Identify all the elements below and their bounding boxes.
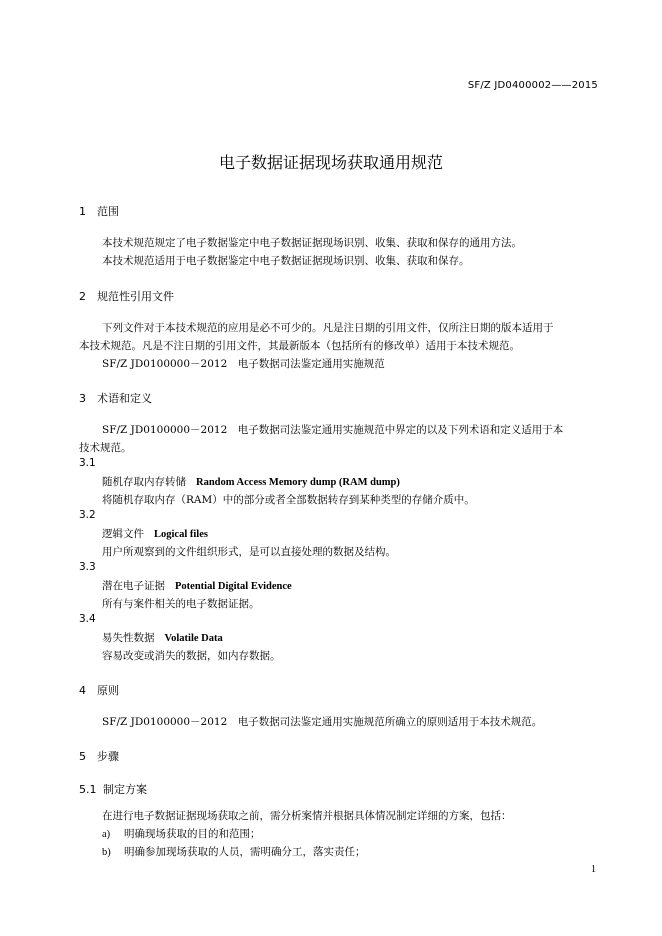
section-4-heading	[79, 682, 119, 698]
section-number: 2	[79, 290, 86, 303]
list-item-text: 明确参加现场获取的人员，需明确分工，落实责任；	[124, 846, 366, 858]
term-definition: 将随机存取内存（RAM）中的部分或者全部数据转存到某种类型的存储介质中。	[102, 494, 475, 506]
subsection-title: 制定方案	[103, 783, 147, 796]
section-2-heading	[79, 288, 174, 304]
section-5-heading	[79, 748, 119, 764]
term-heading	[102, 474, 400, 489]
page-number: 1	[591, 864, 596, 875]
term-chinese: 潜在电子证据	[102, 580, 165, 592]
term-english: Volatile Data	[164, 633, 223, 644]
document-id: SF/Z JD0400002——2015	[467, 80, 598, 91]
normative-reference: SF/Z JD0100000－2012 电子数据司法鉴定通用实施规范	[102, 358, 385, 370]
term-definition: 所有与案件相关的电子数据证据。	[102, 598, 260, 610]
section-1-paragraph-1: 本技术规范规定了电子数据鉴定中电子数据证据现场识别、收集、获取和保存的通用方法。	[102, 237, 522, 249]
term-heading	[102, 578, 292, 593]
term-number: 3.4	[79, 613, 96, 625]
term-definition: 容易改变或消失的数据，如内存数据。	[102, 650, 281, 662]
term-chinese: 易失性数据	[102, 632, 155, 644]
subsection-number: 5.1	[79, 783, 97, 796]
term-english: Potential Digital Evidence	[175, 581, 292, 592]
section-3-paragraph-line-2: 技术规范。	[79, 442, 132, 454]
section-title: 步骤	[97, 750, 119, 763]
section-1-heading	[79, 203, 119, 219]
section-number: 4	[79, 684, 86, 697]
section-title: 范围	[97, 205, 119, 218]
term-heading	[102, 526, 208, 541]
list-marker: b)	[102, 847, 111, 858]
term-chinese: 逻辑文件	[102, 528, 144, 540]
subsection-5-1-heading	[79, 781, 147, 797]
term-english: Logical files	[154, 529, 208, 540]
section-number: 3	[79, 392, 86, 405]
document-title: 电子数据证据现场获取通用规范	[218, 153, 443, 172]
section-4-paragraph: SF/Z JD0100000－2012 电子数据司法鉴定通用实施规范所确立的原则适用于本技术规范。	[102, 716, 543, 728]
section-title: 原则	[97, 684, 119, 697]
term-heading	[102, 630, 223, 645]
term-english: Random Access Memory dump (RAM dump)	[196, 477, 400, 488]
list-marker: a)	[102, 829, 111, 840]
section-title: 术语和定义	[97, 392, 152, 405]
list-item	[102, 844, 366, 859]
section-number: 5	[79, 750, 86, 763]
term-number: 3.3	[79, 561, 96, 573]
term-number: 3.1	[79, 457, 96, 469]
section-3-heading	[79, 390, 152, 406]
section-2-paragraph-line-1: 下列文件对于本技术规范的应用是必不可少的。凡是注日期的引用文件，仅所注日期的版本适用于	[102, 322, 554, 334]
section-2-paragraph-line-2: 本技术规范。凡是不注日期的引用文件，其最新版本（包括所有的修改单）适用于本技术规范。	[79, 340, 520, 352]
subsection-5-1-paragraph: 在进行电子数据证据现场获取之前，需分析案情并根据具体情况制定详细的方案，包括：	[102, 810, 512, 822]
list-item-text: 明确现场获取的目的和范围；	[124, 828, 261, 840]
section-number: 1	[79, 205, 86, 218]
term-number: 3.2	[79, 509, 96, 521]
term-definition: 用户所观察到的文件组织形式，是可以直接处理的数据及结构。	[102, 546, 396, 558]
section-3-paragraph-line-1: SF/Z JD0100000－2012 电子数据司法鉴定通用实施规范中界定的以及下列术语和定义适用于本	[102, 424, 564, 436]
section-title: 规范性引用文件	[97, 290, 174, 303]
term-chinese: 随机存取内存转储	[102, 476, 186, 488]
section-1-paragraph-2: 本技术规范适用于电子数据鉴定中电子数据证据现场识别、收集、获取和保存。	[102, 255, 470, 267]
list-item	[102, 826, 261, 841]
